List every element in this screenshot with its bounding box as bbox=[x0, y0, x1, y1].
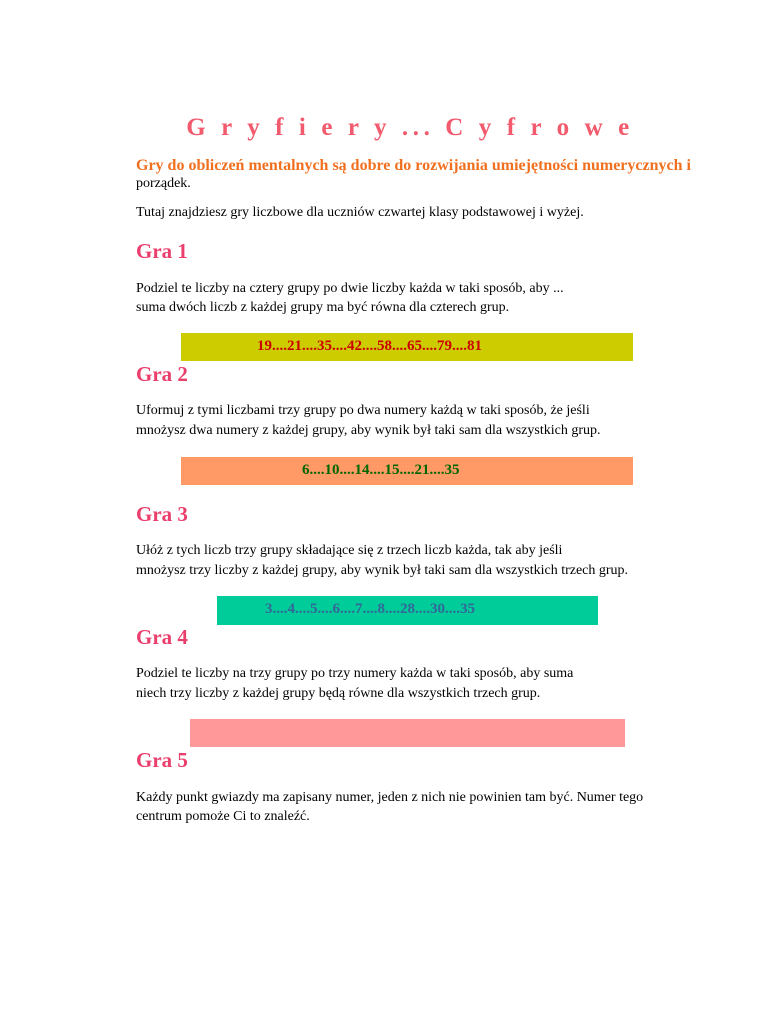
game-1-instruction-line2: suma dwóch liczb z każdej grupy ma być równa dla czterech grup. bbox=[136, 300, 510, 315]
game-5-instruction-line2: centrum pomoże Ci to znaleźć. bbox=[136, 809, 310, 824]
game-1-instruction-line1: Podziel te liczby na cztery grupy po dwie liczby każda w taki sposób, aby ... bbox=[136, 281, 564, 296]
game-1-numbers: 19....21....35....42....58....65....79....81 bbox=[257, 338, 482, 354]
intro-description: Tutaj znajdziesz gry liczbowe dla uczniów czwartej klasy podstawowej i wyżej. bbox=[136, 205, 584, 220]
game-5-instruction-line1: Każdy punkt gwiazdy ma zapisany numer, jeden z nich nie powinien tam być. Numer tego bbox=[136, 790, 644, 805]
game-3-numbers: 3....4....5....6....7....8....28....30....35 bbox=[265, 601, 475, 617]
game-1-heading: Gra 1 bbox=[136, 239, 188, 263]
game-5-heading: Gra 5 bbox=[136, 748, 188, 772]
game-3-instruction-line2: mnożysz trzy liczby z każdej grupy, aby wynik był taki sam dla wszystkich trzech grup. bbox=[136, 563, 629, 578]
game-2-number-band bbox=[181, 457, 633, 485]
game-4-instruction-line2: niech trzy liczby z każdej grupy będą równe dla wszystkich trzech grup. bbox=[136, 686, 541, 701]
game-1-number-band bbox=[181, 333, 633, 361]
game-4-number-band bbox=[190, 719, 625, 747]
game-2-instruction-line1: Uformuj z tymi liczbami trzy grupy po dwa numery każdą w taki sposób, że jeśli bbox=[136, 403, 590, 418]
game-4-instruction-line1: Podziel te liczby na trzy grupy po trzy numery każda w taki sposób, aby suma bbox=[136, 666, 574, 681]
game-3-instruction-line1: Ułóż z tych liczb trzy grupy składające się z trzech liczb każda, tak aby jeśli bbox=[136, 543, 563, 558]
game-2-instruction-line2: mnożysz dwa numery z każdej grupy, aby wynik był taki sam dla wszystkich grup. bbox=[136, 423, 601, 438]
intro-continuation: porządek. bbox=[136, 176, 191, 191]
game-3-number-band bbox=[217, 596, 598, 625]
game-4-heading: Gra 4 bbox=[136, 625, 188, 649]
game-3-heading: Gra 3 bbox=[136, 502, 188, 526]
page-title: G r y f i e r y ... C y f r o w e bbox=[186, 114, 634, 141]
intro-bold-text: Gry do obliczeń mentalnych są dobre do rozwijania umiejętności numerycznych i bbox=[136, 157, 691, 174]
game-2-numbers: 6....10....14....15....21....35 bbox=[302, 462, 460, 478]
game-2-heading: Gra 2 bbox=[136, 362, 188, 386]
